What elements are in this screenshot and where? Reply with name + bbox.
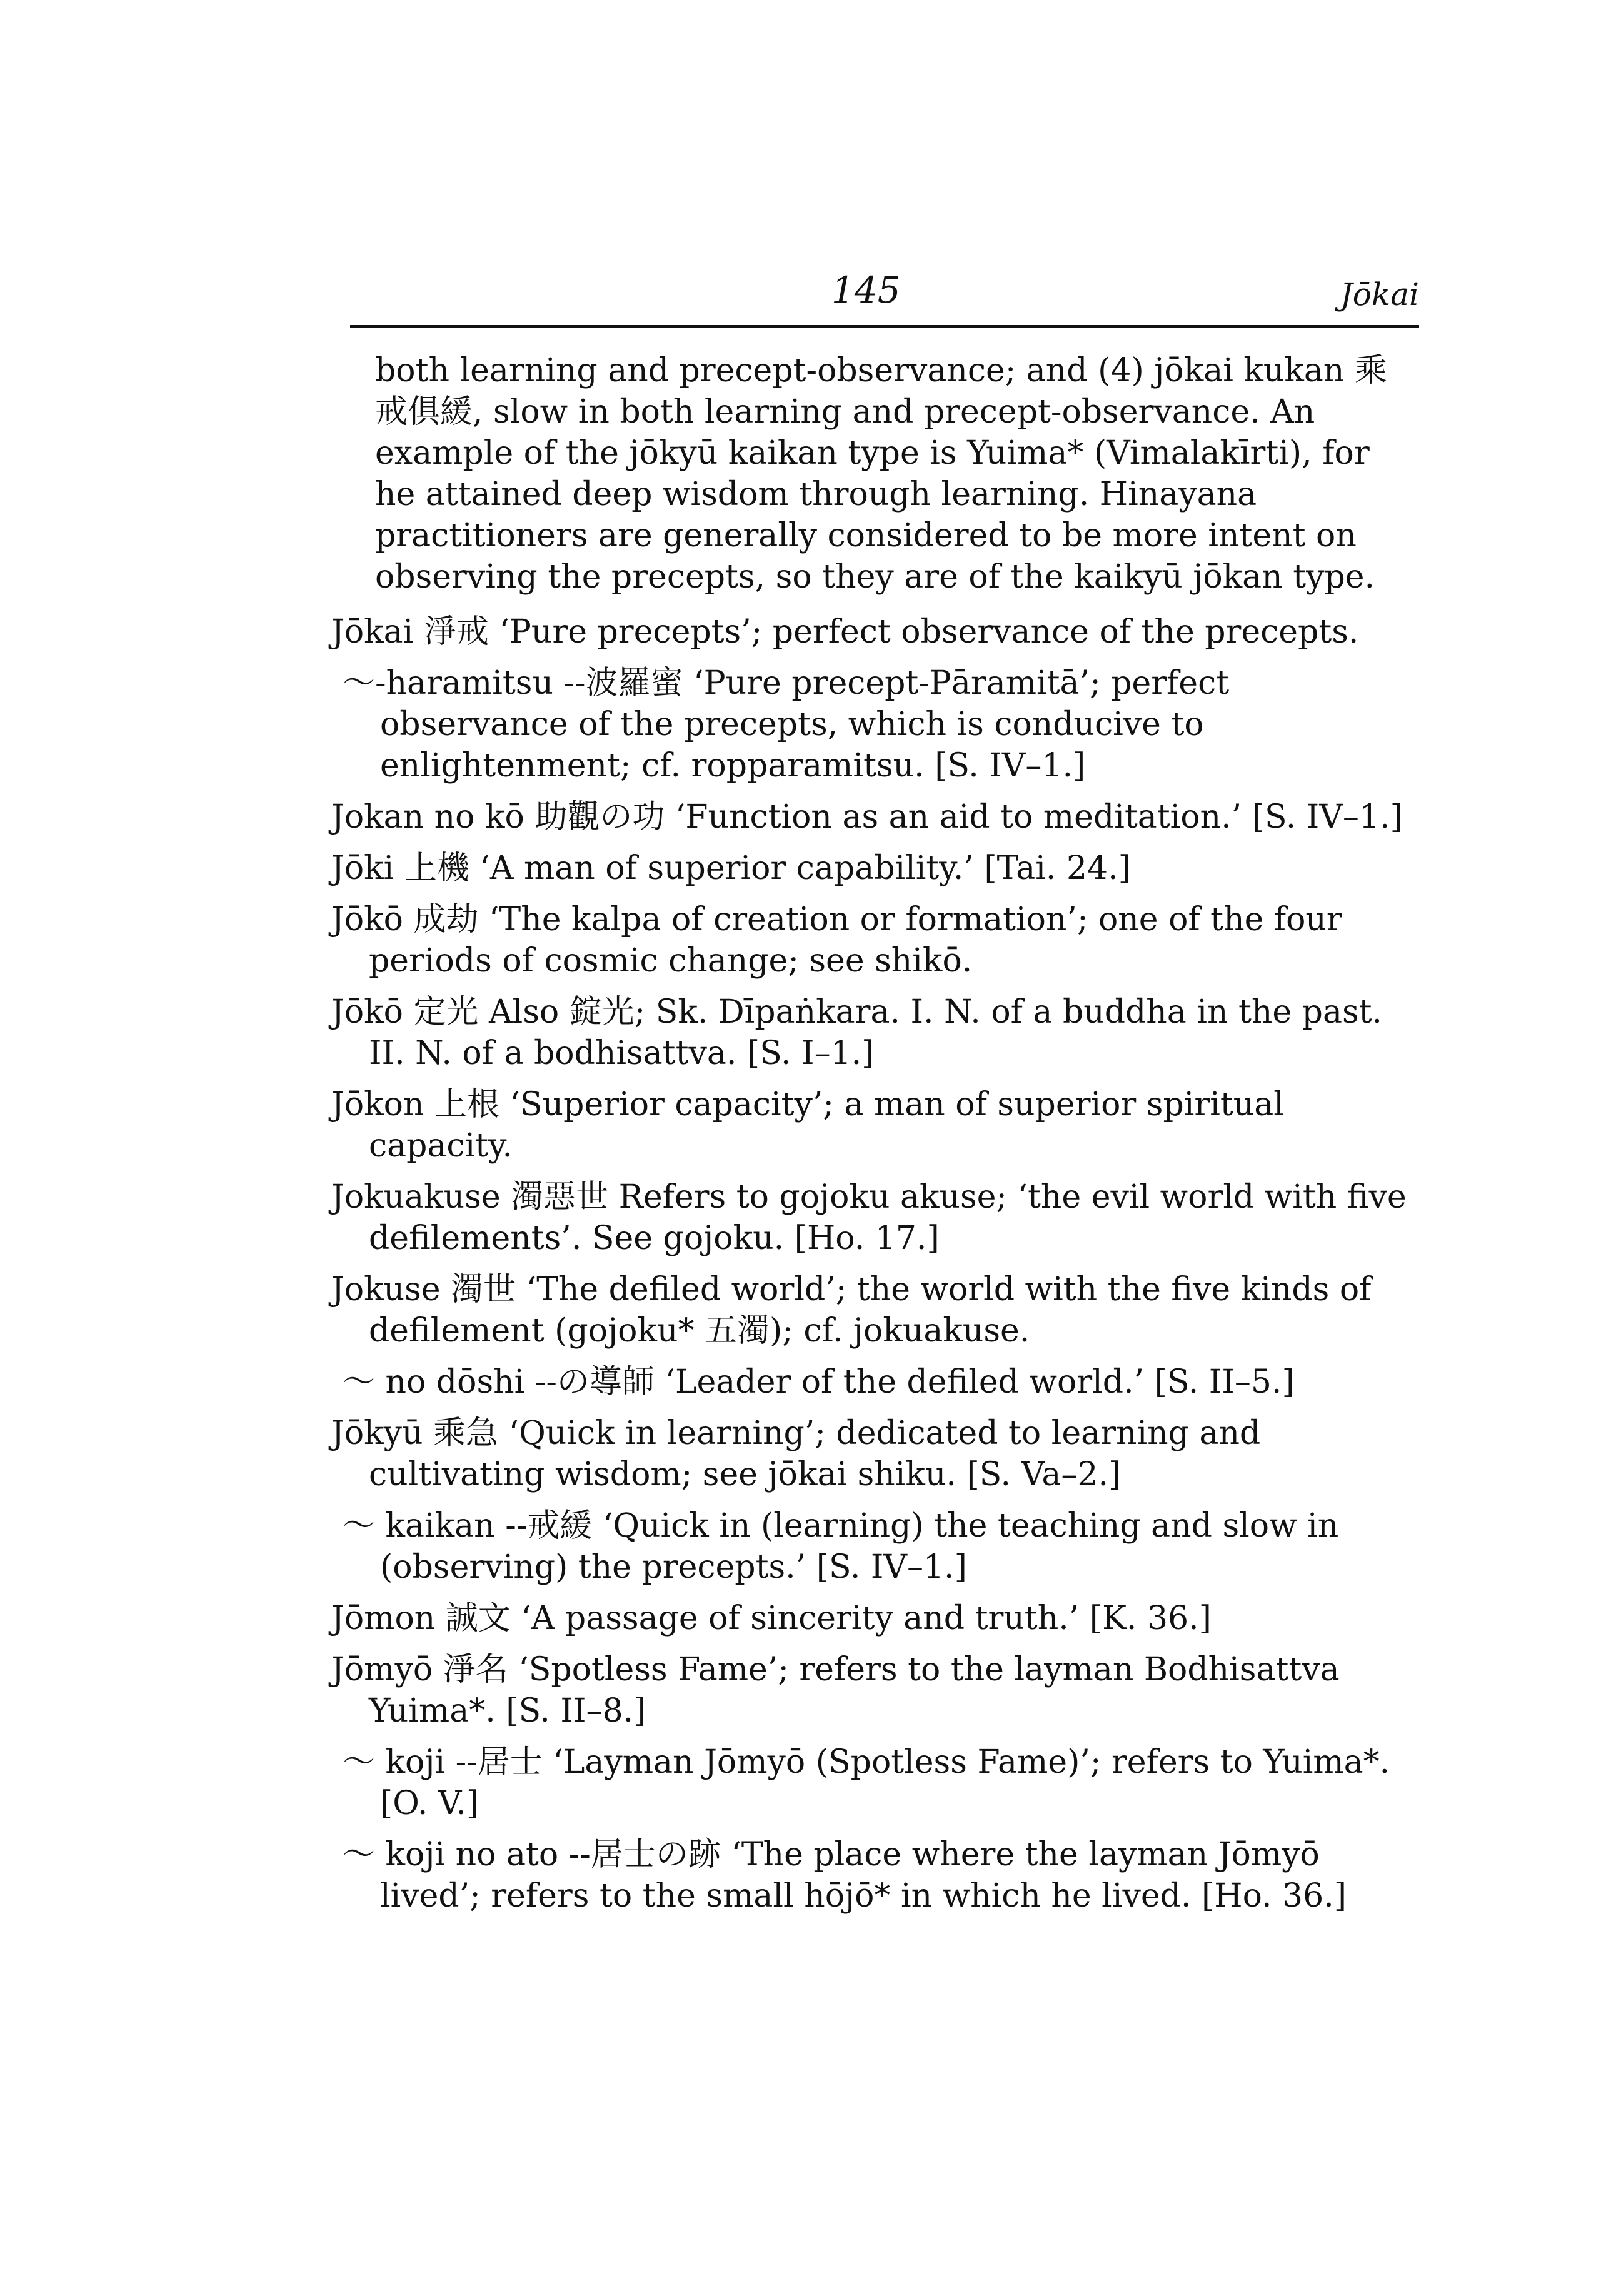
subentry-koji: ～ koji --居士 ‘Layman Jōmyō (Spotless Fame)’; refers to Yuima*. [O. V.] bbox=[343, 1743, 1390, 1822]
entry-jokyu: Jōkyū 乘急 ‘Quick in learning’; dedicated to learning and cultivating wisdom; see jōkai shiku. [S. Va–2.] bbox=[331, 1415, 1261, 1493]
page-header bbox=[350, 263, 1419, 328]
continuation-paragraph: both learning and precept-observance; and (4) jōkai kukan 乘戒俱緩, slow in both learning and precept-observance. An example of the jōkyū kaikan type is Yuima* (Vimalakīrti), for he attained deep wisdom through learning. Hinayana practitioners are generally considered to be more intent on observing the precepts, so they are of the kaikyū jōkan type. bbox=[375, 352, 1387, 596]
entry-joki: Jōki 上機 ‘A man of superior capability.’ [Tai. 24.] bbox=[331, 850, 1131, 887]
subentry-kaikan: ～ kaikan --戒緩 ‘Quick in (learning) the teaching and slow in (observing) the precepts.’ [S. IV–1.] bbox=[343, 1507, 1339, 1586]
entry-joko-dipankara: Jōkō 定光 Also 錠光; Sk. Dīpaṅkara. I. N. of a buddha in the past. II. N. of a bodhisattva. [S. I–1.] bbox=[331, 993, 1383, 1072]
entry-jokon: Jōkon 上根 ‘Superior capacity’; a man of superior spiritual capacity. bbox=[331, 1086, 1284, 1165]
entry-jomon: Jōmon 誠文 ‘A passage of sincerity and truth.’ [K. 36.] bbox=[331, 1600, 1212, 1637]
entry-jokan-no-ko: Jokan no kō 助觀の功 ‘Function as an aid to meditation.’ [S. IV–1.] bbox=[331, 798, 1403, 836]
page-number: 145 bbox=[831, 269, 901, 311]
running-head: Jōkai bbox=[1340, 276, 1419, 313]
subentry-koji-no-ato: ～ koji no ato --居士の跡 ‘The place where the layman Jōmyō lived’; refers to the small hōjō* in which he lived. [Ho. 36.] bbox=[343, 1836, 1347, 1915]
entry-jokai: Jōkai 淨戒 ‘Pure precepts’; perfect observance of the precepts. bbox=[331, 613, 1359, 651]
entry-jokuse: Jokuse 濁世 ‘The defiled world’; the world with the five kinds of defilement (gojoku* 五濁); cf. jokuakuse. bbox=[331, 1271, 1372, 1350]
entry-joko-kalpa: Jōkō 成劫 ‘The kalpa of creation or formation’; one of the four periods of cosmic change; see shikō. bbox=[331, 901, 1342, 980]
entry-jokuakuse: Jokuakuse 濁惡世 Refers to gojoku akuse; ‘the evil world with five defilements’. See gojoku. [Ho. 17.] bbox=[331, 1178, 1407, 1257]
dictionary-body bbox=[331, 350, 1419, 1927]
subentry-haramitsu: ～-haramitsu --波羅蜜 ‘Pure precept-Pāramitā’; perfect observance of the precepts, which is conducive to enlightenment; cf. ropparamitsu. [S. IV–1.] bbox=[343, 664, 1230, 785]
subentry-no-doshi: ～ no dōshi --の導師 ‘Leader of the defiled world.’ [S. II–5.] bbox=[343, 1363, 1295, 1401]
entry-jomyo: Jōmyō 淨名 ‘Spotless Fame’; refers to the layman Bodhisattva Yuima*. [S. II–8.] bbox=[331, 1651, 1340, 1730]
